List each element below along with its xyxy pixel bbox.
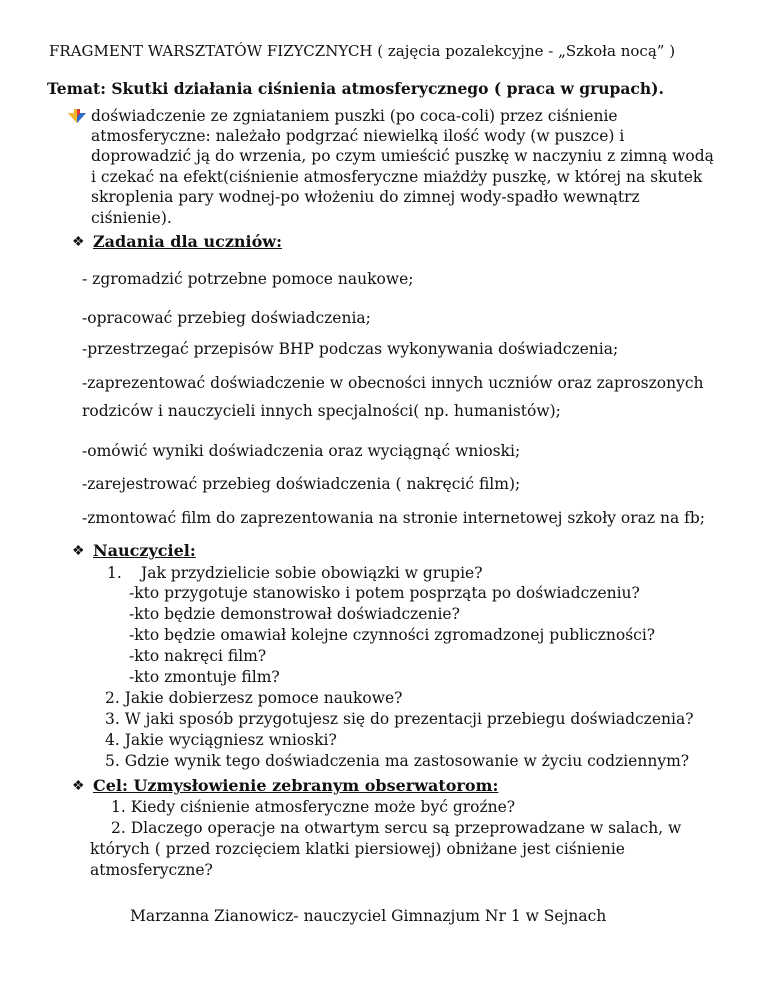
- task-item: -zmontować film do zaprezentowania na stronie internetowej szkoły oraz na fb;: [82, 509, 706, 527]
- teacher-question: 5. Gdzie wynik tego doświadczenia ma zastosowanie w życiu codziennym?: [105, 752, 690, 770]
- teacher-heading: Nauczyciel:: [93, 541, 196, 560]
- question-subitem: -kto nakręci film?: [129, 647, 267, 665]
- task-item: -zaprezentować doświadczenie w obecności innych uczniów oraz zaproszonych: [82, 374, 704, 392]
- goal-line: 1. Kiedy ciśnienie atmosferyczne może być groźne?: [111, 798, 516, 816]
- experiment-line: i czekać na efekt(ciśnienie atmosferyczne miażdży puszkę, w której na skutek: [91, 168, 703, 186]
- diamond-bullet-icon: ❖: [72, 543, 85, 559]
- task-item: rodziców i nauczycieli innych specjalności( np. humanistów);: [82, 402, 561, 420]
- teacher-question: 3. W jaki sposób przygotujesz się do prezentacji przebiegu doświadczenia?: [105, 710, 694, 728]
- task-item: -zarejestrować przebieg doświadczenia ( nakręcić film);: [82, 475, 521, 493]
- experiment-line: doprowadzić ją do wrzenia, po czym umieścić puszkę w naczyniu z zimną wodą: [91, 147, 714, 165]
- experiment-line: atmosferyczne: należało podgrzać niewielką ilość wody (w puszce) i: [91, 127, 625, 145]
- question-subitem: -kto przygotuje stanowisko i potem posprząta po doświadczeniu?: [129, 584, 640, 602]
- task-item: -przestrzegać przepisów BHP podczas wykonywania doświadczenia;: [82, 340, 619, 358]
- goal-heading: Cel: Uzmysłowienie zebranym obserwatorom:: [93, 776, 499, 795]
- diamond-bullet-icon: ❖: [72, 778, 85, 794]
- experiment-line: doświadczenie ze zgniataniem puszki (po coca-coli) przez ciśnienie: [91, 107, 618, 125]
- question-subitem: -kto zmontuje film?: [129, 668, 280, 686]
- arrow-bullet-icon: [68, 109, 86, 123]
- goal-line: 2. Dlaczego operacje na otwartym sercu są przeprowadzane w salach, w: [111, 819, 682, 837]
- question-subitem: -kto będzie omawiał kolejne czynności zgromadzonej publiczności?: [129, 626, 656, 644]
- teacher-question-1: [107, 563, 483, 583]
- question-number: 1.: [107, 564, 122, 582]
- tasks-heading: Zadania dla uczniów:: [93, 232, 282, 251]
- question-text: Jak przydzielicie sobie obowiązki w grupie?: [141, 564, 483, 582]
- author-signature: Marzanna Zianowicz- nauczyciel Gimnazjum Nr 1 w Sejnach: [130, 907, 607, 925]
- diamond-bullet-icon: ❖: [72, 234, 85, 250]
- experiment-line: ciśnienie).: [91, 209, 172, 227]
- goal-line: których ( przed rozcięciem klatki piersiowej) obniżane jest ciśnienie: [90, 840, 625, 858]
- experiment-line: skroplenia pary wodnej-po włożeniu do zimnej wody-spadło wewnątrz: [91, 188, 640, 206]
- teacher-question: 2. Jakie dobierzesz pomoce naukowe?: [105, 689, 403, 707]
- task-item: -opracować przebieg doświadczenia;: [82, 309, 371, 327]
- task-item: - zgromadzić potrzebne pomoce naukowe;: [82, 270, 414, 288]
- document-header: FRAGMENT WARSZTATÓW FIZYCZNYCH ( zajęcia pozalekcyjne - „Szkoła nocą” ): [49, 42, 676, 60]
- task-item: -omówić wyniki doświadczenia oraz wyciągnąć wnioski;: [82, 442, 521, 460]
- goal-line: atmosferyczne?: [90, 861, 213, 879]
- question-subitem: -kto będzie demonstrował doświadczenie?: [129, 605, 460, 623]
- teacher-question: 4. Jakie wyciągniesz wnioski?: [105, 731, 337, 749]
- topic-title: Temat: Skutki działania ciśnienia atmosferycznego ( praca w grupach).: [47, 79, 664, 98]
